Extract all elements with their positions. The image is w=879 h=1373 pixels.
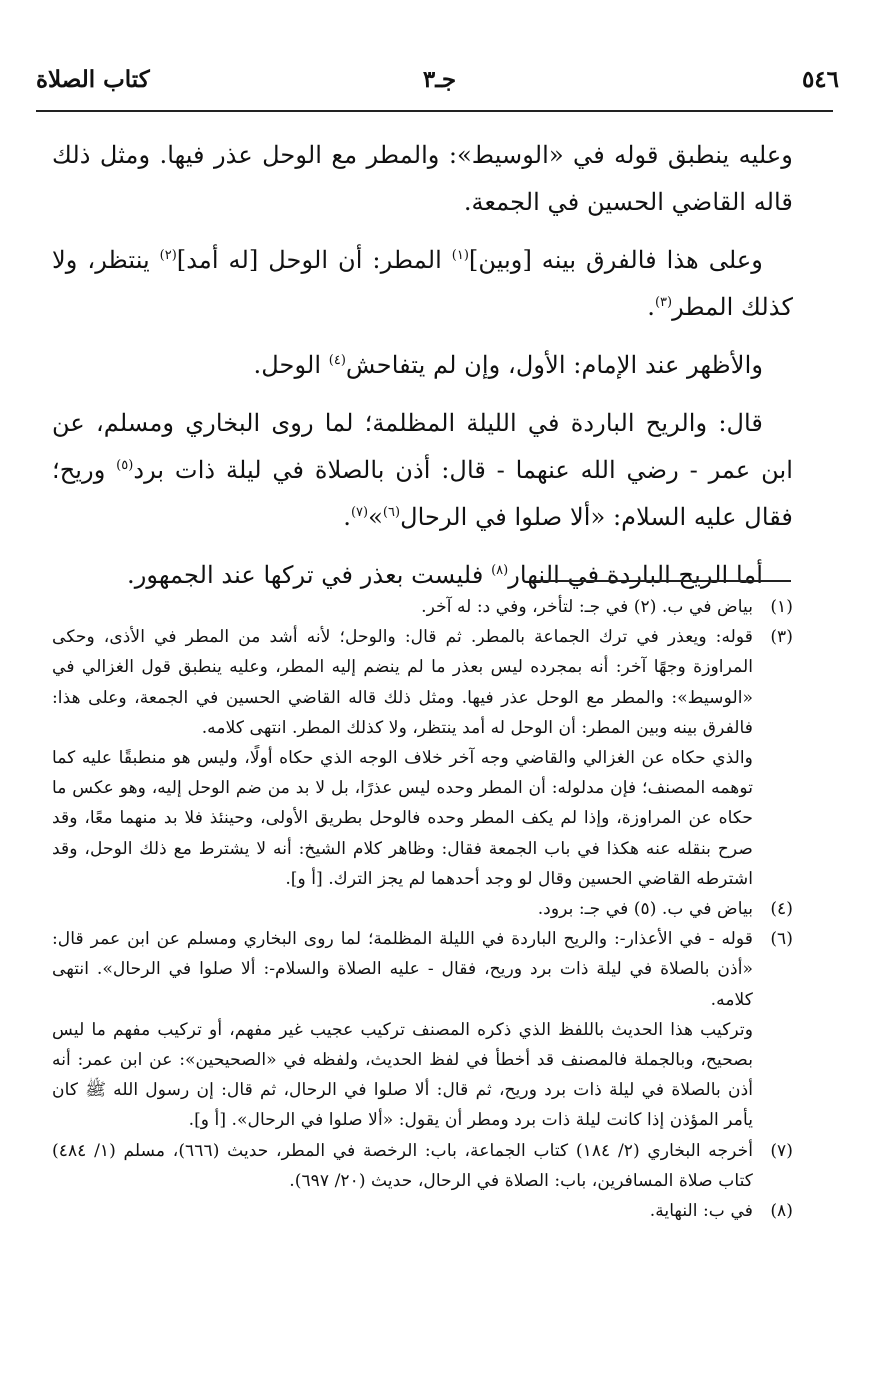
body-text-run: . xyxy=(343,503,351,531)
footnote-separator xyxy=(531,580,791,582)
footnote-text xyxy=(52,622,753,894)
footnote-ref: (٤) xyxy=(328,352,346,368)
footnote-ref: (٨) xyxy=(491,562,509,578)
body-text-run: وعلى هذا فالفرق بينه [وبين] xyxy=(468,246,763,274)
footnote xyxy=(52,1196,793,1226)
footnote-text xyxy=(52,1136,753,1196)
body-text-run: المطر: أن الوحل [له أمد] xyxy=(176,246,452,274)
footnote-ref: (٢) xyxy=(159,247,177,263)
body-text-run: قال: والريح الباردة في الليلة المظلمة؛ لما روى البخاري ومسلم، عن ابن عمر - رضي الله عنهما - قال: أذن بالصلاة في ليلة ذات برد xyxy=(52,409,793,484)
body-text-run: . xyxy=(647,293,655,321)
body-text-run: فليست بعذر في تركها عند الجمهور. xyxy=(127,561,492,589)
body-paragraph xyxy=(52,342,793,389)
running-header xyxy=(30,66,849,106)
body-text-run: » xyxy=(368,503,383,531)
body-paragraph xyxy=(52,400,793,541)
page-number: ٥٤٦ xyxy=(801,66,839,93)
footnote xyxy=(52,592,793,622)
footnote xyxy=(52,1136,793,1196)
footnote-ref: (١) xyxy=(451,247,469,263)
body-text-run: ينتظر، ولا كذلك المطر xyxy=(52,246,793,321)
body-paragraph xyxy=(52,132,793,226)
footnote-paragraph: في ب: النهاية. xyxy=(649,1201,753,1222)
footnote-text xyxy=(52,592,753,622)
footnote xyxy=(52,924,793,1135)
body-text-run: والأظهر عند الإمام: الأول، وإن لم يتفاحش xyxy=(345,351,763,379)
footnote-ref: (٧) xyxy=(350,504,369,520)
main-text xyxy=(52,132,793,610)
footnote-text xyxy=(52,894,753,924)
footnote-ref: (٣) xyxy=(654,294,673,310)
footnote-number: (٣) xyxy=(770,627,793,648)
footnote-text xyxy=(52,924,753,1135)
footnote-number: (٦) xyxy=(770,929,793,950)
footnote-paragraph: بياض في ب. (٢) في جـ: لتأخر، وفي د: له آخر. xyxy=(421,597,753,617)
volume-number: جـ٣ xyxy=(422,66,457,93)
footnote-ref: (٦) xyxy=(382,504,401,520)
book-title: كتاب الصلاة xyxy=(36,66,150,93)
footnote-paragraph: أخرجه البخاري (٢/ ١٨٤) كتاب الجماعة، باب: الرخصة في المطر، حديث (٦٦٦)، مسلم (١/ ٤٨٤) كتاب صلاة المسافرين، باب: الصلاة في الرحال، حديث (٢٠/ ٦٩٧). xyxy=(52,1140,753,1191)
footnote-number: (١) xyxy=(770,597,793,617)
header-rule xyxy=(36,110,833,112)
body-text-run: وعليه ينطبق قوله في «الوسيط»: والمطر مع الوحل عذر فيها. ومثل ذلك قاله القاضي الحسين في الجمعة. xyxy=(52,141,793,216)
footnote-text xyxy=(52,1196,753,1226)
footnotes xyxy=(52,592,793,1226)
body-paragraph xyxy=(52,237,793,331)
footnote-number: (٤) xyxy=(770,899,793,920)
body-text-run: وريح؛ فقال عليه السلام: «ألا صلوا في الرحال xyxy=(52,456,793,531)
footnote-number: (٧) xyxy=(770,1140,793,1161)
body-text-run: الوحل. xyxy=(253,351,329,379)
footnote-number: (٨) xyxy=(770,1201,793,1222)
footnote-paragraph: وتركيب هذا الحديث باللفظ الذي ذكره المصنف تركيب عجيب غير مفهم، أو تركيب مفهم ما ليس بصحيح، وبالجملة فالمصنف قد أخطأ في لفظ الحديث، ولفظه في «الصحيحين»: عن ابن عمر: أنه أذن بالصلاة في ليلة ذات برد وريح، ثم قال: ألا صلوا في الرحال، ثم قال: إن رسول الله ﷺ كان يأمر المؤذن إذا كانت ليلة ذات برد ومطر أن يقول: «ألا صلوا في الرحال». [أ و]. xyxy=(52,1019,753,1131)
footnote-paragraph: قوله: ويعذر في ترك الجماعة بالمطر. ثم قال: والوحل؛ لأنه أشد من المطر في الأذى، وحكى المراوزة وجهًا آخر: أنه بمجرده ليس بعذر ما لم ينضم إليه المطر، وعليه ينطبق قول الغزالي في «الوسيط»: والمطر مع الوحل عذر فيها. ومثل ذلك قاله القاضي الحسين في الجمعة، وعلى هذا: فالفرق بينه وبين المطر: أن الوحل له أمد ينتظر، ولا كذلك المطر. انتهى كلامه. xyxy=(52,627,753,738)
footnote xyxy=(52,622,793,894)
footnote-paragraph: بياض في ب. (٥) في جـ: برود. xyxy=(537,899,753,920)
footnote-paragraph: قوله - في الأعذار-: والريح الباردة في الليلة المظلمة؛ لما روى البخاري ومسلم عن ابن عمر قال: «أذن بالصلاة في ليلة ذات برد وريح، فقال - عليه الصلاة والسلام-: ألا صلوا في الرحال». انتهى كلامه. xyxy=(52,929,753,1010)
footnote-ref: (٥) xyxy=(116,457,134,473)
footnote xyxy=(52,894,793,924)
body-text-run: أما الريح الباردة في النهار xyxy=(508,561,763,589)
footnote-paragraph: والذي حكاه عن الغزالي والقاضي وجه آخر خلاف الوجه الذي حكاه أولًا، وليس هو منطبقًا عليه كما توهمه المصنف؛ فإن مدلوله: أن المطر وحده ليس عذرًا، بل لا بد من ضم الوحل إليه، وهو عكس ما حكاه عن المراوزة، وإذا لم يكف المطر وحده فالوحل بطريق الأولى، وحينئذ فلا بد منهما معًا، وقد صرح بنقله عنه هكذا في باب الجمعة فقال: وظاهر كلام الشيخ: أنه لا يشترط مع ذلك الوحل، وقد اشترطه القاضي الحسين وقال لو وجد أحدهما لم يجز الترك. [أ و]. xyxy=(52,748,753,889)
